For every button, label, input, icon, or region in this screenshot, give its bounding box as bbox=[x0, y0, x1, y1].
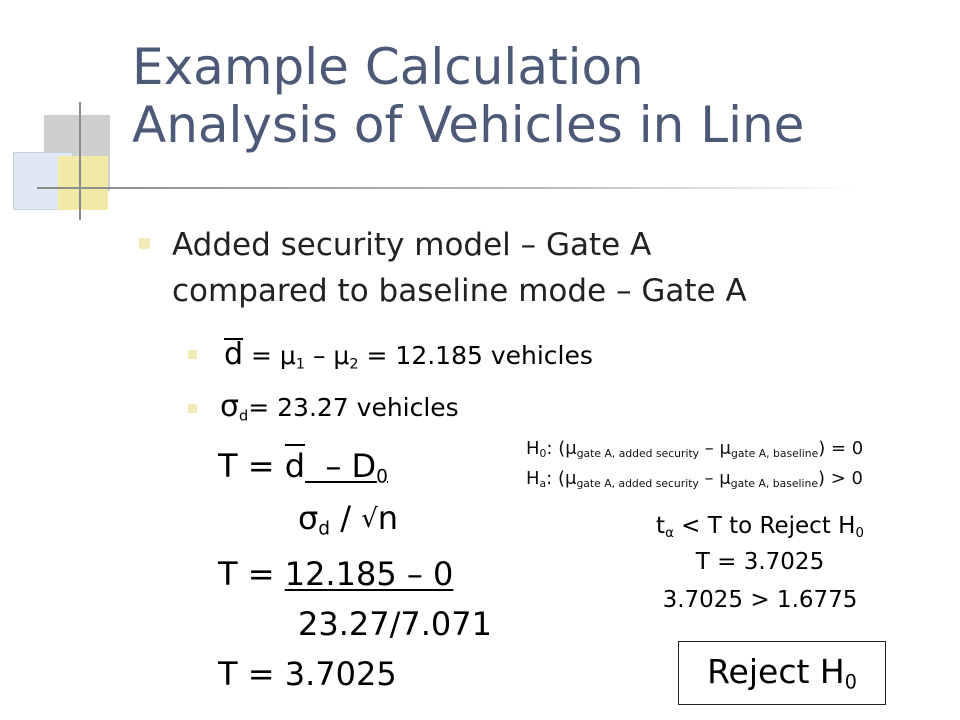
mean-difference-line: $d = \mu_1 - \mu_2 = 12.185$ vehicles bbox=[224, 337, 593, 373]
deco-yellow-square bbox=[58, 156, 108, 210]
deco-vertical-line bbox=[79, 102, 81, 220]
alternative-hypothesis: $H_a$: $(\mu_{gate A, added security} - \mu_{gate A, baseline}) > 0$ bbox=[526, 468, 863, 491]
bullet-main-line-2: compared to baseline mode – Gate A bbox=[172, 273, 747, 309]
formula-line-3: T = 12.185 – 0 bbox=[218, 555, 454, 593]
decision-rule: $t_\alpha < T$ to Reject $H_0$ bbox=[656, 513, 864, 541]
formula-line-4: 23.27/7.071 bbox=[298, 605, 492, 643]
bullet-main bbox=[172, 222, 747, 314]
comparison: 3.7025 > 1.6775 bbox=[662, 587, 858, 613]
formula-line-1: $T = d - D_0$ bbox=[218, 447, 388, 488]
formula-line-5: T = 3.7025 bbox=[218, 655, 397, 693]
reject-h0-box: Reject $H_0$ bbox=[678, 641, 886, 705]
slide-title bbox=[132, 38, 804, 154]
null-hypothesis: $H_0$: $(\mu_{gate A, added security} - \mu_{gate A, baseline}) = 0$ bbox=[526, 438, 864, 461]
title-line-1: Example Calculation bbox=[132, 38, 644, 96]
title-underline bbox=[37, 187, 857, 189]
bullet-marker bbox=[139, 238, 150, 249]
sub-bullet-marker bbox=[188, 350, 197, 359]
bullet-main-line-1: Added security model – Gate A bbox=[172, 227, 652, 263]
std-dev-line: $\sigma_d= 23.27$ vehicles bbox=[220, 389, 459, 425]
d-bar-symbol: d bbox=[224, 337, 244, 372]
sub-bullet-marker bbox=[188, 404, 197, 413]
t-value: T = 3.7025 bbox=[695, 549, 825, 575]
square-root-icon: √ bbox=[361, 504, 378, 534]
formula-line-2: $\sigma_d / √n$ bbox=[298, 499, 399, 540]
title-line-2: Analysis of Vehicles in Line bbox=[132, 96, 805, 154]
